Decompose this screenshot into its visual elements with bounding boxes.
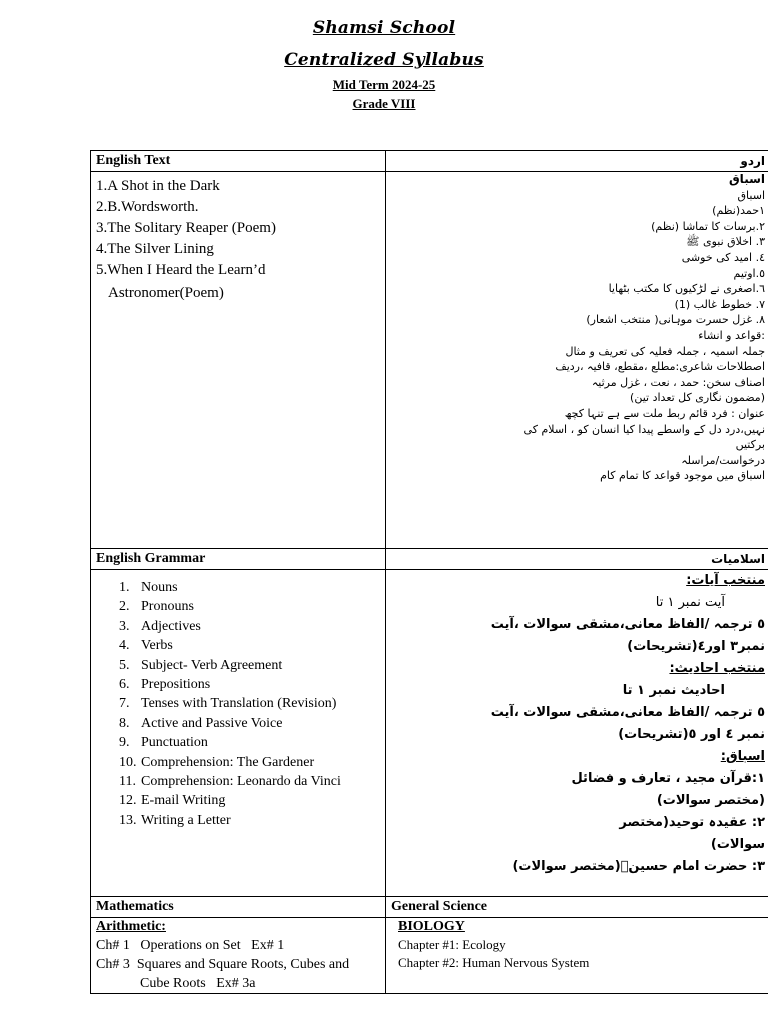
list-item: [119, 636, 380, 655]
biology-title: BIOLOGY: [398, 919, 465, 934]
general-science-cell: [386, 918, 768, 994]
list-item: 3.The Solitary Reaper (Poem): [96, 220, 276, 236]
general-science-heading: General Science: [386, 897, 768, 918]
list-item: 4.The Silver Lining: [96, 241, 214, 257]
islamiyat-heading: اسلامیات: [386, 549, 768, 570]
item-number: 7.: [119, 696, 130, 712]
ahadith-line: احادیث نمبر ۱ تا: [622, 683, 725, 698]
urdu-line: اسباق میں موجود قواعد کا تمام کام: [600, 469, 765, 483]
item-text: Comprehension: Leonardo da Vinci: [141, 774, 341, 790]
grammar-list: [96, 578, 380, 830]
item-number: 1.: [119, 580, 130, 595]
list-item: [119, 733, 380, 752]
urdu-line: ۱حمد(نظم): [712, 204, 765, 218]
asbaq-line: ۳: حضرت امام حسینؓ(مختصر سوالات): [512, 859, 765, 874]
list-item: [119, 811, 380, 830]
list-item: [119, 694, 380, 713]
asbaq-line: ۲: عقیدہ توحید(مختصر: [619, 815, 765, 830]
urdu-line: عنوان : فرد قائم ربط ملت سے ہے تنہا کچھ: [564, 406, 765, 420]
list-item: [119, 675, 380, 694]
list-item: 1.A Shot in the Dark: [96, 178, 220, 194]
item-number: 11.: [119, 774, 136, 790]
arithmetic-title: Arithmetic:: [96, 919, 166, 934]
content-row-1: [91, 172, 768, 549]
item-text: Active and Passive Voice: [141, 715, 283, 731]
urdu-line: ٤. امید کی خوشی: [681, 250, 765, 264]
item-text: Verbs: [141, 638, 173, 654]
item-text: Comprehension: The Gardener: [141, 754, 315, 770]
ahadith-line: ٥ ترجمہ /الفاظ معانی،مشقی سوالات ،آیت: [490, 705, 765, 720]
mathematics-cell: [91, 918, 386, 994]
english-grammar-heading: English Grammar: [91, 549, 386, 570]
urdu-line: ٥.اوتیم: [733, 266, 765, 280]
urdu-line: ۳. اخلاق نبوی ﷺ: [686, 235, 765, 249]
urdu-line: اصطلاحات شاعری:مطلع ،مقطع، قافیہ ،ردیف: [555, 360, 765, 374]
list-item: 5.When I Heard the Learn’d: [96, 262, 266, 278]
item-number: 4.: [119, 638, 130, 654]
urdu-line: ۲.برسات کا تماشا (نظم): [651, 219, 765, 233]
asbaq-line: (مختصر سوالات): [656, 793, 765, 808]
urdu-line: اصناف سخن: حمد ، نعت ، غزل مرثیہ: [591, 375, 765, 389]
urdu-line: برکتیں: [735, 438, 765, 452]
item-text: Nouns: [141, 580, 178, 595]
urdu-line: جملہ اسمیہ ، جملہ فعلیہ کی تعریف و مثال: [565, 344, 765, 358]
item-text: Writing a Letter: [141, 812, 231, 828]
urdu-line: (مضمون نگاری کل تعداد تین): [630, 391, 765, 405]
urdu-line: ۷. خطوط غالب (1): [674, 297, 765, 311]
asbaq-title: اسباق:: [720, 749, 765, 764]
item-text: Prepositions: [141, 677, 211, 693]
item-number: 9.: [119, 735, 130, 751]
item-number: 8.: [119, 715, 130, 731]
item-number: 6.: [119, 677, 130, 693]
urdu-line: اسباق: [728, 172, 765, 186]
header-row-3: [91, 897, 768, 918]
header-row-2: [91, 549, 768, 570]
item-text: Pronouns: [141, 599, 194, 615]
urdu-heading: اردو: [386, 151, 768, 172]
item-number: 5.: [119, 657, 130, 673]
english-text-heading: English Text: [91, 151, 386, 172]
english-text-cell: [91, 172, 386, 549]
math-line: Cube Roots Ex# 3a: [140, 976, 256, 991]
item-number: 12.: [119, 793, 137, 809]
ahadith-title: منتخب احادیث:: [669, 661, 765, 676]
urdu-line: ۸. غزل حسرت موہانی( منتخب اشعار): [586, 313, 765, 327]
math-line: Ch# 1 Operations on Set Ex# 1: [96, 938, 285, 953]
urdu-line: :قواعد و انشاء: [698, 328, 765, 342]
list-item: [119, 753, 380, 772]
list-item: [119, 578, 380, 597]
item-text: Tenses with Translation (Revision): [141, 696, 337, 712]
asbaq-line: سوالات): [710, 837, 765, 852]
list-item: 2.B.Wordsworth.: [96, 199, 199, 215]
list-item: [119, 656, 380, 675]
urdu-cell: [386, 172, 768, 549]
content-row-3: [91, 918, 768, 994]
item-text: Punctuation: [141, 735, 208, 751]
content-row-2: [91, 570, 768, 897]
list-item: [119, 617, 380, 636]
urdu-line: نہیں،درد دل کے واسطے پیدا کیا انسان کو ، اسلام کی: [523, 422, 765, 436]
urdu-line: اسباق: [737, 188, 765, 202]
english-text-list: [96, 176, 380, 304]
urdu-line: ٦.اصغری نے لڑکیوں کا مکتب بٹھایا: [608, 282, 765, 296]
item-text: Adjectives: [141, 618, 201, 634]
list-item: [119, 714, 380, 733]
grade-label: Grade VIII: [352, 96, 416, 111]
syllabus-table: [90, 150, 768, 994]
list-item: [119, 791, 380, 810]
science-line: Chapter #2: Human Nervous System: [398, 955, 590, 970]
item-number: 3.: [119, 618, 130, 634]
ayat-title: منتخب آیات:: [686, 573, 765, 588]
item-text: Subject- Verb Agreement: [141, 657, 283, 673]
ayat-line: آیت نمبر ۱ تا: [655, 595, 725, 610]
islamiyat-cell: [386, 570, 768, 897]
asbaq-line: ۱:قرآن مجید ، تعارف و فضائل: [571, 771, 765, 786]
ahadith-line: نمبر ٤ اور ٥(تشریحات): [618, 727, 765, 742]
urdu-line: درخواست/مراسلہ: [681, 453, 765, 467]
ayat-line: ٥ ترجمہ /الفاظ معانی،مشقی سوالات ،آیت: [490, 617, 765, 632]
english-grammar-cell: [91, 570, 386, 897]
term-label: Mid Term 2024-25: [332, 77, 436, 92]
item-number: 10.: [119, 754, 137, 770]
mathematics-heading: Mathematics: [91, 897, 386, 918]
list-item: [119, 772, 380, 791]
syllabus-title: Centralized Syllabus: [284, 50, 484, 70]
item-number: 13.: [119, 812, 137, 828]
list-item: Astronomer(Poem): [108, 285, 224, 301]
item-text: E-mail Writing: [141, 793, 226, 809]
science-line: Chapter #1: Ecology: [398, 937, 506, 952]
math-line: Ch# 3 Squares and Square Roots, Cubes and: [96, 957, 350, 972]
item-number: 2.: [119, 599, 130, 615]
header-row-1: [91, 151, 768, 172]
school-name: Shamsi School: [312, 18, 456, 38]
list-item: [119, 597, 380, 616]
ayat-line: نمبر۳ اور٤(تشریحات): [627, 639, 765, 654]
